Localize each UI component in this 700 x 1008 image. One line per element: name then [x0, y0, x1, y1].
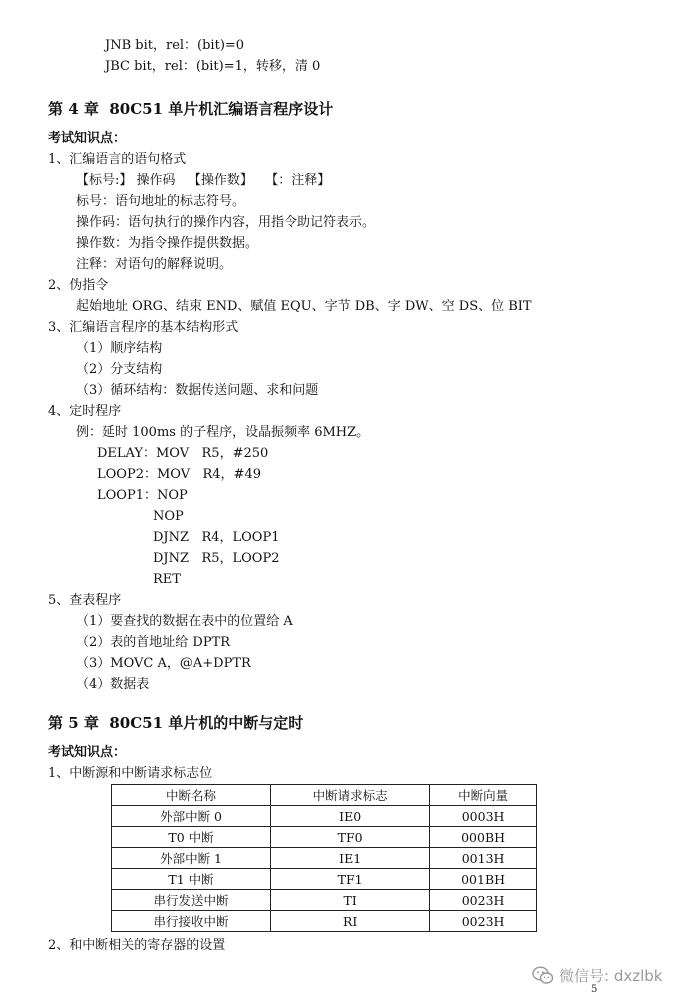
table-cell: TF0 [271, 827, 430, 848]
instruction-jnb: JNB bit，rel：(bit)=0 [105, 38, 245, 53]
page-number: 5 [591, 984, 598, 995]
table-row [112, 848, 537, 869]
structure-branch: （2）分支结构 [76, 362, 163, 377]
wechat-watermark [532, 965, 662, 986]
table-cell: 000BH [430, 827, 537, 848]
table-row [112, 869, 537, 890]
table-cell: TF1 [271, 869, 430, 890]
pseudo-instructions: 起始地址 ORG、结束 END、赋值 EQU、字节 DB、字 DW、空 DS、位 BIT [76, 299, 532, 314]
table-cell: 串行接收中断 [112, 911, 271, 932]
table-cell: IE1 [271, 848, 430, 869]
table-cell: T1 中断 [112, 869, 271, 890]
table-cell: RI [271, 911, 430, 932]
comment-definition: 注释：对语句的解释说明。 [76, 257, 233, 272]
table-cell: 外部中断 1 [112, 848, 271, 869]
column-header: 中断请求标志 [271, 785, 430, 806]
section-4-heading: 4、定时程序 [48, 404, 122, 419]
table-cell: 0003H [430, 806, 537, 827]
table-row [112, 806, 537, 827]
structure-loop: （3）循环结构：数据传送问题、求和问题 [76, 383, 319, 398]
section-1-heading: 1、汇编语言的语句格式 [48, 152, 187, 167]
code-line-loop2: LOOP2：MOV R4，#49 [97, 467, 261, 482]
exam-points-label-2: 考试知识点： [48, 745, 127, 760]
table-cell: TI [271, 890, 430, 911]
structure-sequential: （1）顺序结构 [76, 341, 163, 356]
code-line-nop: NOP [153, 509, 184, 524]
code-line-delay: DELAY：MOV R5，#250 [97, 446, 269, 461]
code-line-djnz-r4: DJNZ R4，LOOP1 [153, 530, 280, 545]
section-2-heading: 2、伪指令 [48, 278, 109, 293]
table-cell: 串行发送中断 [112, 890, 271, 911]
lookup-step-4: （4）数据表 [76, 677, 150, 692]
timing-example: 例：延时 100ms 的子程序，设晶振频率 6MHZ。 [76, 425, 370, 440]
instruction-jbc: JBC bit，rel：(bit)=1，转移，清 0 [105, 59, 321, 74]
table-header-row [112, 785, 537, 806]
table-cell: 0023H [430, 890, 537, 911]
table-cell: 外部中断 0 [112, 806, 271, 827]
exam-points-label: 考试知识点： [48, 131, 127, 146]
table-cell: 0023H [430, 911, 537, 932]
chapter-5-heading: 第 5 章 80C51 单片机的中断与定时 [48, 714, 304, 732]
code-line-loop1: LOOP1：NOP [97, 488, 188, 503]
table-row [112, 890, 537, 911]
table-row [112, 827, 537, 848]
lookup-step-3: （3）MOVC A，@A+DPTR [76, 656, 251, 671]
statement-format: 【标号:】 操作码 【操作数】 【：注释】 [76, 173, 331, 188]
code-line-djnz-r5: DJNZ R5，LOOP2 [153, 551, 280, 566]
chapter-4-heading: 第 4 章 80C51 单片机汇编语言程序设计 [48, 100, 334, 118]
table-cell: IE0 [271, 806, 430, 827]
label-definition: 标号：语句地址的标志符号。 [76, 194, 246, 209]
interrupt-source-table [111, 784, 537, 932]
column-header: 中断向量 [430, 785, 537, 806]
opcode-definition: 操作码：语句执行的操作内容，用指令助记符表示。 [76, 215, 376, 230]
section-5-heading: 5、查表程序 [48, 593, 122, 608]
interrupt-section-1-heading: 1、中断源和中断请求标志位 [48, 766, 213, 781]
code-line-ret: RET [153, 572, 181, 587]
table-row [112, 911, 537, 932]
lookup-step-2: （2）表的首地址给 DPTR [76, 635, 231, 650]
lookup-step-1: （1）要查找的数据在表中的位置给 A [76, 614, 293, 629]
watermark-text: 微信号: dxzlbk [559, 967, 663, 985]
table-cell: T0 中断 [112, 827, 271, 848]
section-3-heading: 3、汇编语言程序的基本结构形式 [48, 320, 239, 335]
table-cell: 0013H [430, 848, 537, 869]
operand-definition: 操作数：为指令操作提供数据。 [76, 236, 259, 251]
table-cell: 001BH [430, 869, 537, 890]
wechat-icon [532, 966, 554, 985]
interrupt-section-2-heading: 2、和中断相关的寄存器的设置 [48, 938, 226, 953]
column-header: 中断名称 [112, 785, 271, 806]
